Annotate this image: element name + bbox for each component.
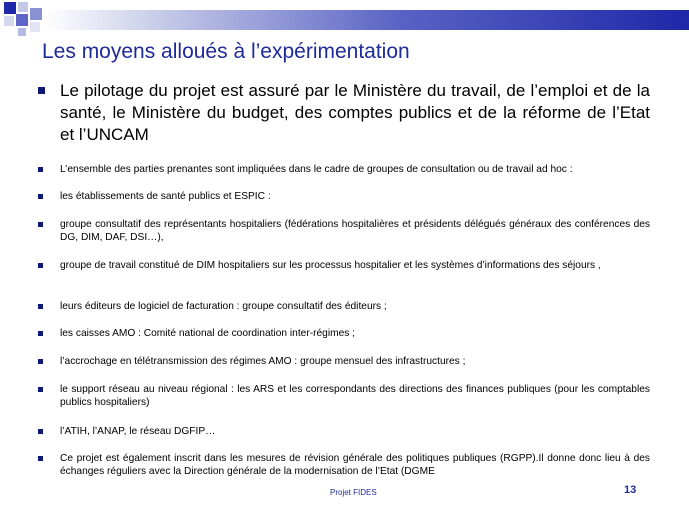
square-bullet-icon bbox=[38, 456, 43, 461]
list-item bbox=[38, 327, 650, 340]
main-bullet-text: Le pilotage du projet est assuré par le Ministère du travail, de l’emploi et de la santé, le Ministère du budget, des comptes publics et de la réforme de l’Etat et l’UNCAM bbox=[60, 81, 650, 144]
square-bullet-icon bbox=[38, 387, 43, 392]
square-bullet-icon bbox=[38, 222, 43, 227]
list-item-text: l’accrochage en télétransmission des régimes AMO : groupe mensuel des infrastructures ; bbox=[60, 356, 466, 367]
list-item bbox=[38, 383, 650, 409]
header-gradient-bar bbox=[44, 10, 689, 30]
square-bullet-icon bbox=[38, 429, 43, 434]
header-decoration bbox=[0, 0, 689, 38]
square-bullet-icon bbox=[38, 167, 43, 172]
page-number: 13 bbox=[624, 484, 637, 496]
list-item-text: l’ATIH, l’ANAP, le réseau DGFIP… bbox=[60, 426, 216, 437]
decor-square bbox=[30, 22, 40, 32]
list-item bbox=[38, 425, 650, 438]
list-item bbox=[38, 452, 650, 478]
square-bullet-icon bbox=[38, 304, 43, 309]
slide-title: Les moyens alloués à l’expérimentation bbox=[42, 40, 410, 63]
square-bullet-icon bbox=[38, 263, 43, 268]
decor-square bbox=[4, 2, 16, 14]
list-item bbox=[38, 190, 650, 203]
list-item bbox=[38, 355, 650, 368]
list-item-text: Ce projet est également inscrit dans les mesures de révision générale des politiques publiques (RGPP).Il donne donc lieu à des échanges réguliers avec la Direction générale de la modernisation de l’Etat (DGME bbox=[60, 453, 650, 477]
decor-square bbox=[18, 28, 26, 36]
main-bullet bbox=[38, 80, 650, 146]
list-item-text: les établissements de santé publics et ESPIC : bbox=[60, 191, 271, 202]
list-item bbox=[38, 163, 650, 176]
footer-label: Projet FIDES bbox=[330, 488, 377, 497]
list-item bbox=[38, 218, 650, 244]
decor-square bbox=[16, 14, 28, 26]
decor-square bbox=[4, 16, 14, 26]
list-item-text: les caisses AMO : Comité national de coordination inter-régimes ; bbox=[60, 328, 356, 339]
list-item-text: le support réseau au niveau régional : les ARS et les correspondants des directions des finances publiques (pour les comptables publics hospitaliers) bbox=[60, 384, 650, 408]
square-bullet-icon bbox=[38, 359, 43, 364]
square-bullet-icon bbox=[38, 87, 45, 94]
square-bullet-icon bbox=[38, 331, 43, 336]
list-item-text: leurs éditeurs de logiciel de facturation : groupe consultatif des éditeurs ; bbox=[60, 301, 387, 312]
list-item-text: L’ensemble des parties prenantes sont impliquées dans le cadre de groupes de consultation ou de travail ad hoc : bbox=[60, 164, 573, 175]
list-item-text: groupe consultatif des représentants hospitaliers (fédérations hospitalières et présidents délégués généraux des conférences des DG, DIM, DAF, DSI…), bbox=[60, 219, 650, 243]
list-item bbox=[38, 300, 650, 313]
decor-square bbox=[18, 2, 28, 12]
list-item-text: groupe de travail constitué de DIM hospitaliers sur les processus hospitalier et les systèmes d’informations des séjours , bbox=[60, 260, 601, 271]
square-bullet-icon bbox=[38, 194, 43, 199]
list-item bbox=[38, 259, 650, 272]
decor-square bbox=[30, 8, 42, 20]
